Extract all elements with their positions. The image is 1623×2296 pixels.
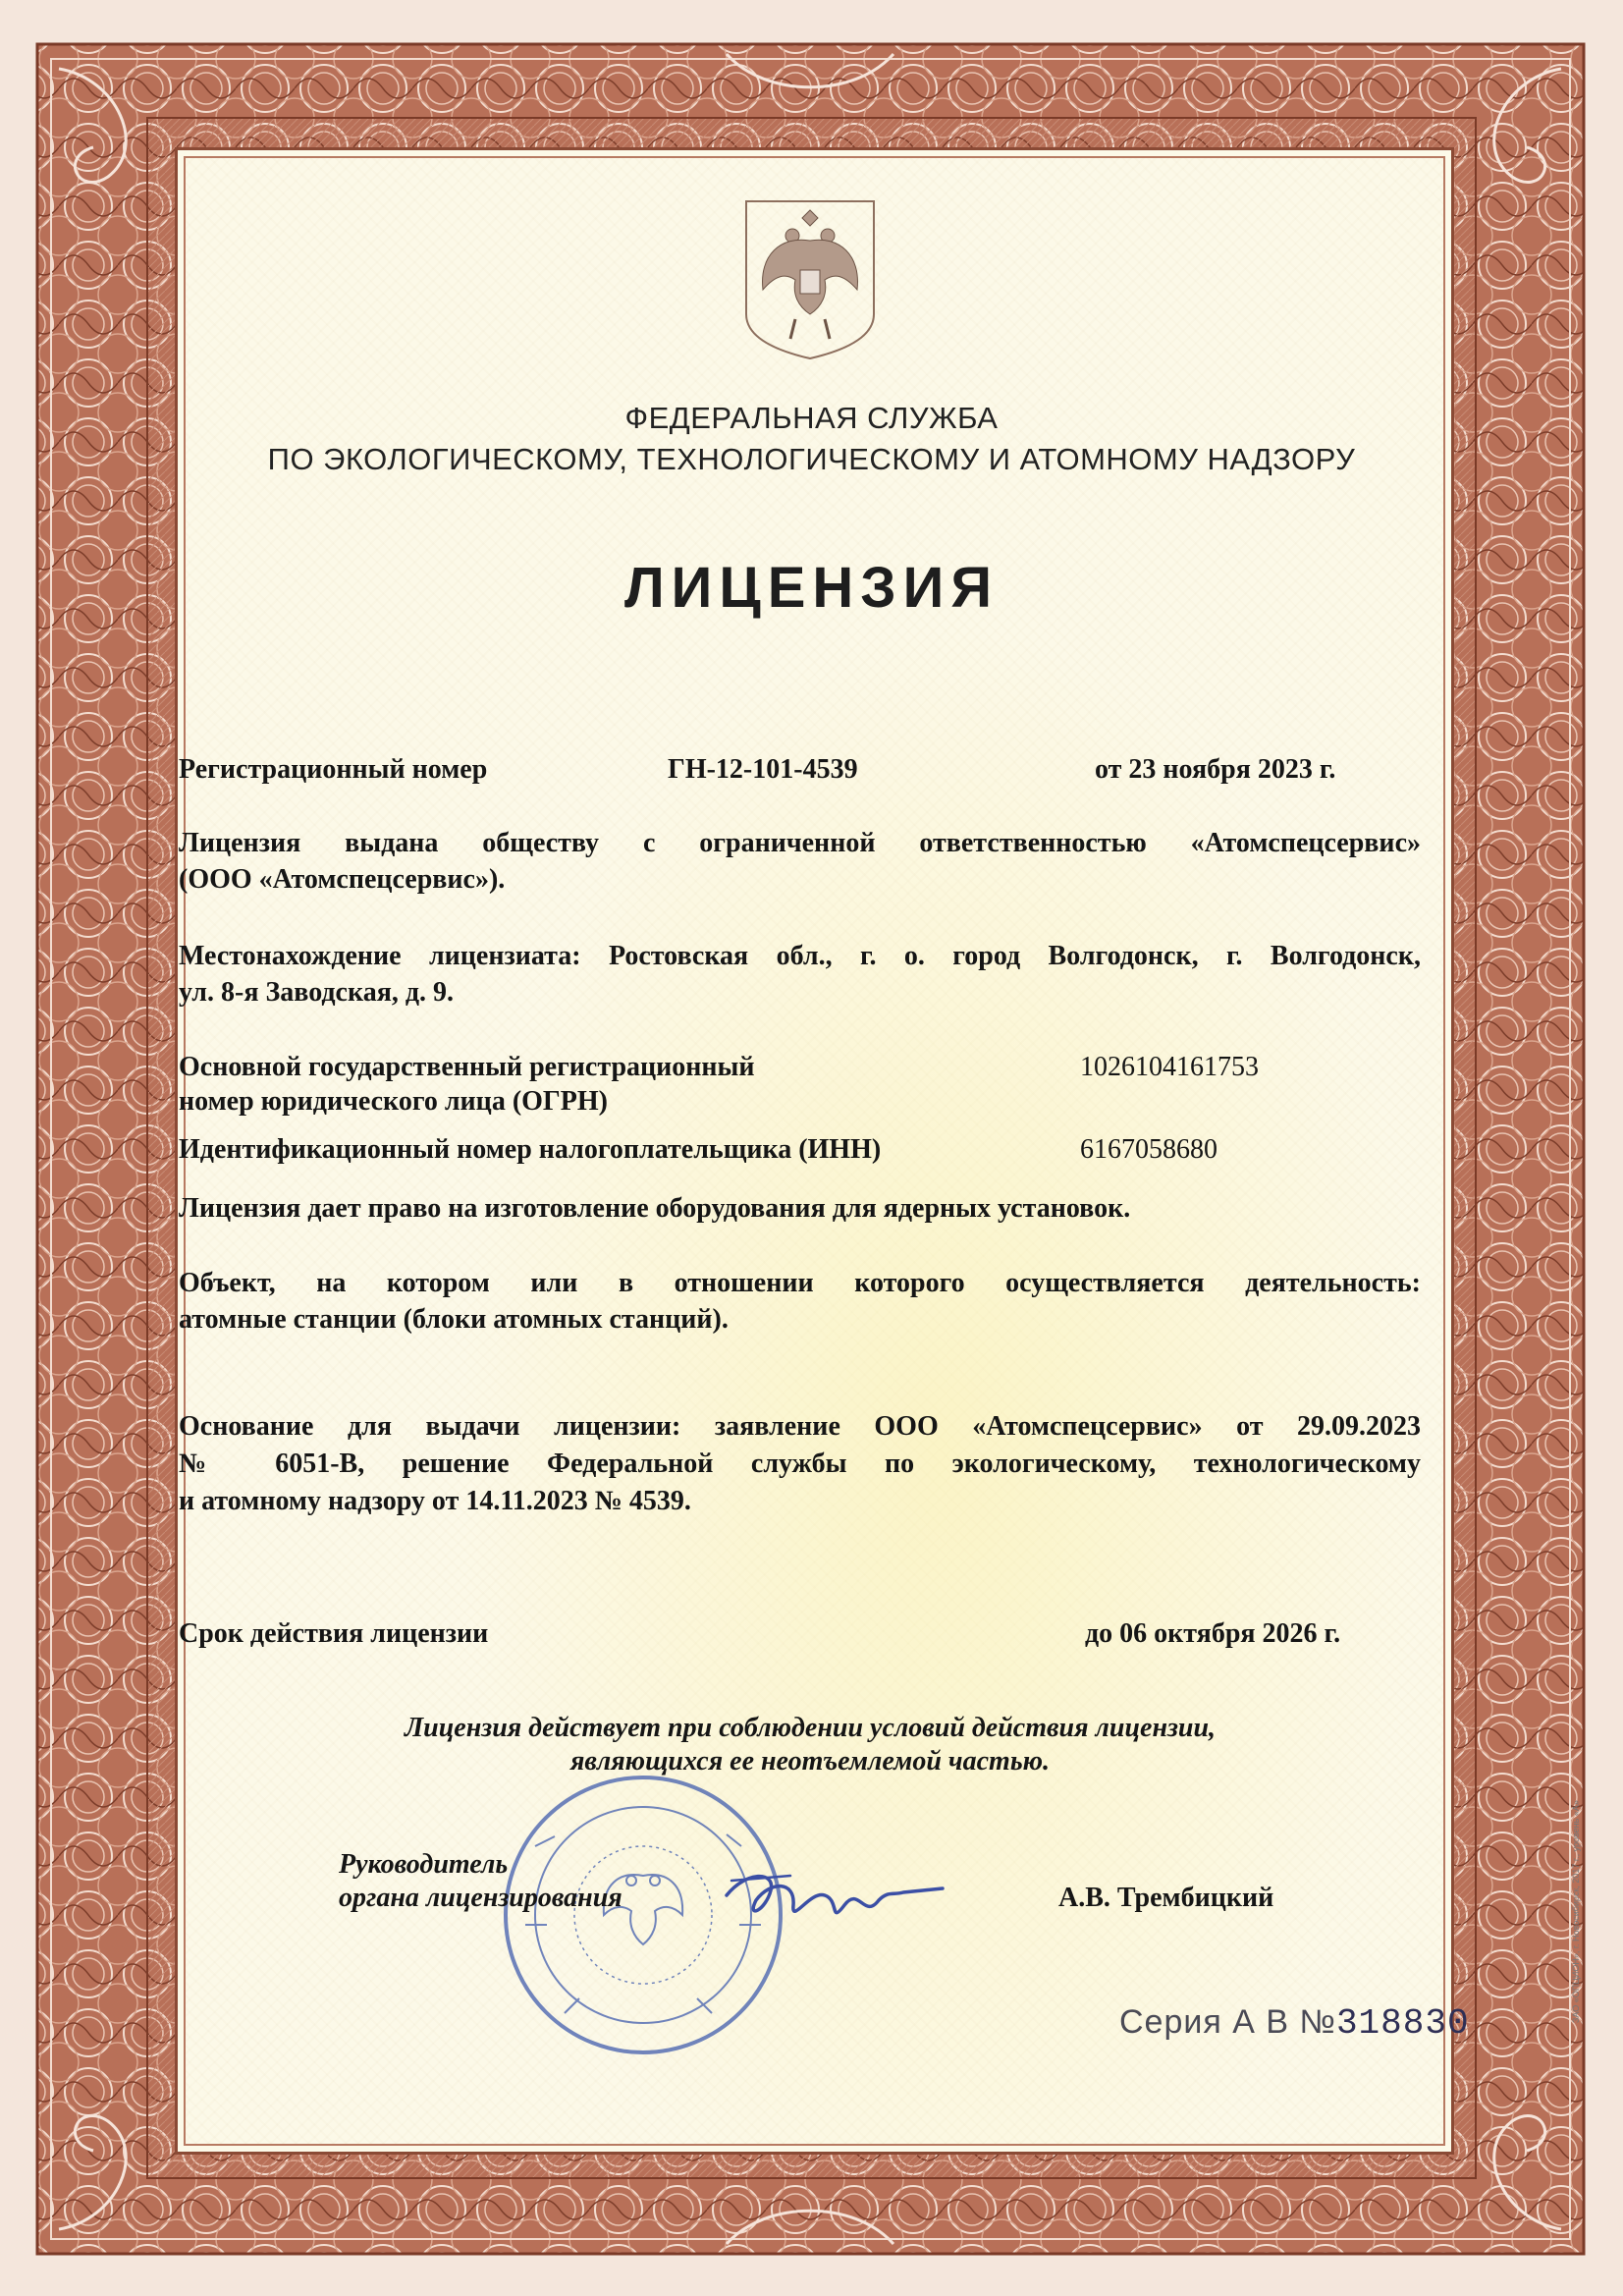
ogrn-label-line1: Основной государственный регистрационный bbox=[179, 1052, 755, 1082]
location-line1: Местонахождение лицензиата: Ростовская обл., г. о. город Волгодонск, г. Волгодонск, bbox=[179, 941, 1421, 971]
location-line2: ул. 8-я Заводская, д. 9. bbox=[179, 977, 454, 1008]
serial-number bbox=[1119, 2003, 1470, 2044]
validity-value: до 06 октября 2026 г. bbox=[1085, 1618, 1341, 1649]
issued-to-line1: Лицензия выдана обществу с ограниченной ответственностью «Атомспецсервис» bbox=[179, 828, 1421, 858]
signatory-name: А.В. Трембицкий bbox=[1058, 1883, 1274, 1913]
signatory-role-line1: Руководитель bbox=[339, 1849, 509, 1880]
printer-imprint: ЗАО «ОПЦИОН», г. Новосибирск, 2017 г., уровень «А» bbox=[1571, 1800, 1581, 2023]
serial-value: 318830 bbox=[1335, 2003, 1470, 2044]
basis-line1: Основание для выдачи лицензии: заявление ООО «Атомспецсервис» от 29.09.2023 bbox=[179, 1411, 1421, 1442]
signatory-role-line2: органа лицензирования bbox=[339, 1883, 622, 1913]
registration-date: от 23 ноября 2023 г. bbox=[1095, 754, 1336, 785]
document-title: ЛИЦЕНЗИЯ bbox=[623, 556, 1000, 620]
serial-label: Серия А В № bbox=[1119, 2003, 1336, 2041]
inn-label: Идентификационный номер налогоплательщика (ИНН) bbox=[179, 1134, 882, 1165]
handwritten-signature bbox=[717, 1851, 952, 1944]
inn-value: 6167058680 bbox=[1080, 1134, 1217, 1165]
coat-of-arms-emblem bbox=[741, 196, 879, 363]
basis-line3: и атомному надзору от 14.11.2023 № 4539. bbox=[179, 1486, 691, 1516]
registration-number: ГН-12-101-4539 bbox=[668, 754, 858, 785]
object-line1: Объект, на котором или в отношении которого осуществляется деятельность: bbox=[179, 1268, 1421, 1298]
issued-to-line2: (ООО «Атомспецсервис»). bbox=[179, 864, 506, 895]
basis-line2: № 6051-В, решение Федеральной службы по экологическому, технологическому bbox=[179, 1449, 1421, 1479]
agency-name-line1: ФЕДЕРАЛЬНАЯ СЛУЖБА bbox=[624, 401, 999, 435]
conditions-note-line2: являющихся ее неотъемлемой частью. bbox=[569, 1746, 1051, 1777]
validity-label: Срок действия лицензии bbox=[179, 1618, 489, 1649]
ogrn-value: 1026104161753 bbox=[1080, 1052, 1259, 1082]
license-right: Лицензия дает право на изготовление оборудования для ядерных установок. bbox=[179, 1193, 1131, 1224]
registration-label: Регистрационный номер bbox=[179, 754, 488, 785]
conditions-note-line1: Лицензия действует при соблюдении условий действия лицензии, bbox=[404, 1713, 1217, 1743]
agency-name-line2: ПО ЭКОЛОГИЧЕСКОМУ, ТЕХНОЛОГИЧЕСКОМУ И АТОМНОМУ НАДЗОРУ bbox=[267, 442, 1356, 476]
ogrn-label-line2: номер юридического лица (ОГРН) bbox=[179, 1086, 608, 1117]
object-line2: атомные станции (блоки атомных станций). bbox=[179, 1304, 729, 1335]
